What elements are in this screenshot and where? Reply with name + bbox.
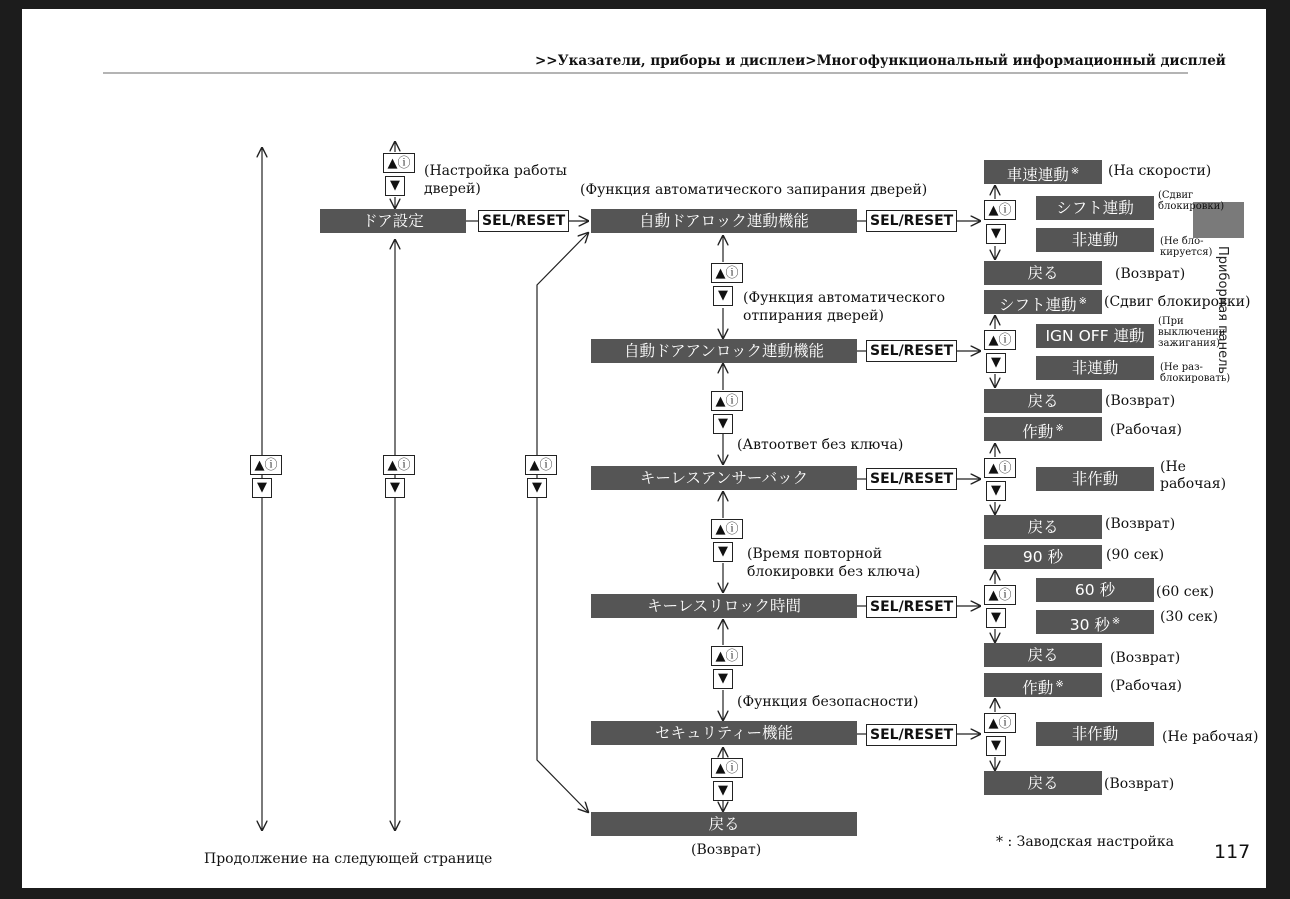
relock-box[interactable]: キーレスリロック時間	[591, 594, 857, 618]
down-button[interactable]: ▼	[713, 781, 733, 801]
up-info-button[interactable]: ▲ⓘ	[250, 455, 282, 475]
up-info-button[interactable]: ▲ⓘ	[383, 153, 415, 173]
autounlock-caption: (Функция автоматического отпирания дверей)	[743, 290, 946, 324]
up-info-button[interactable]: ▲ⓘ	[525, 455, 557, 475]
sel-reset-button[interactable]: SEL/RESET	[866, 724, 957, 746]
option-label: (Не раз- блокировать)	[1160, 362, 1231, 384]
up-info-button[interactable]: ▲ⓘ	[984, 458, 1016, 478]
sel-reset-button[interactable]: SEL/RESET	[866, 596, 957, 618]
option-ign-off[interactable]: IGN OFF 連動	[1036, 324, 1154, 348]
down-button[interactable]: ▼	[986, 353, 1006, 373]
option-label: (Не рабочая)	[1162, 729, 1259, 745]
option-label: (Рабочая)	[1110, 678, 1182, 694]
option-60-sec[interactable]: 60 秒	[1036, 578, 1154, 602]
option-shift[interactable]: シフト連動 ※	[984, 290, 1102, 314]
up-info-button[interactable]: ▲ⓘ	[984, 713, 1016, 733]
option-label: (Сдвиг блокировки)	[1158, 190, 1225, 212]
option-back[interactable]: 戻る	[984, 643, 1102, 667]
option-label: (Возврат)	[1105, 393, 1176, 409]
up-info-button[interactable]: ▲ⓘ	[984, 330, 1016, 350]
back-caption: (Возврат)	[691, 842, 762, 858]
option-back[interactable]: 戻る	[984, 389, 1102, 413]
option-label: (60 сек)	[1156, 584, 1215, 600]
down-button[interactable]: ▼	[713, 669, 733, 689]
option-back[interactable]: 戻る	[984, 515, 1102, 539]
side-tab-label: Приборная панель	[1215, 246, 1230, 375]
up-info-button[interactable]: ▲ⓘ	[711, 758, 743, 778]
up-info-button[interactable]: ▲ⓘ	[984, 200, 1016, 220]
option-active[interactable]: 作動 ※	[984, 673, 1102, 697]
option-label: (90 сек)	[1106, 547, 1165, 563]
up-info-button[interactable]: ▲ⓘ	[711, 263, 743, 283]
down-button[interactable]: ▼	[527, 478, 547, 498]
sel-reset-button[interactable]: SEL/RESET	[478, 210, 569, 232]
autolock-box[interactable]: 自動ドアロック連動機能	[591, 209, 857, 233]
relock-caption: (Время повторной блокировки без ключа)	[747, 546, 921, 580]
continuation-note: Продолжение на следующей странице	[204, 851, 493, 867]
breadcrumb: >>Указатели, приборы и дисплеи>Многофункциональный информационный дисплей	[535, 53, 1226, 69]
option-vehicle-speed[interactable]: 車速連動 ※	[984, 160, 1102, 184]
up-info-button[interactable]: ▲ⓘ	[711, 391, 743, 411]
down-button[interactable]: ▼	[986, 608, 1006, 628]
option-label: (Возврат)	[1105, 516, 1176, 532]
door-settings-box[interactable]: ドア設定	[320, 209, 466, 233]
answerback-caption: (Автоответ без ключа)	[737, 437, 904, 453]
down-button[interactable]: ▼	[713, 286, 733, 306]
option-label: (30 сек)	[1160, 609, 1219, 625]
option-label: (Рабочая)	[1110, 422, 1182, 438]
up-info-button[interactable]: ▲ⓘ	[711, 646, 743, 666]
security-caption: (Функция безопасности)	[737, 694, 919, 710]
option-label: (На скорости)	[1108, 163, 1212, 179]
option-label: (Возврат)	[1110, 650, 1181, 666]
autolock-caption: (Функция автоматического запирания дверей)	[580, 182, 928, 198]
answerback-box[interactable]: キーレスアンサーバック	[591, 466, 857, 490]
security-box[interactable]: セキュリティー機能	[591, 721, 857, 745]
option-inactive[interactable]: 非作動	[1036, 467, 1154, 491]
down-button[interactable]: ▼	[713, 414, 733, 434]
sel-reset-button[interactable]: SEL/RESET	[866, 468, 957, 490]
option-label: (Сдвиг блокировки)	[1104, 294, 1251, 310]
option-active[interactable]: 作動 ※	[984, 417, 1102, 441]
up-info-button[interactable]: ▲ⓘ	[984, 585, 1016, 605]
option-90-sec[interactable]: 90 秒	[984, 545, 1102, 569]
page-number: 117	[1214, 841, 1251, 863]
option-back[interactable]: 戻る	[984, 261, 1102, 285]
sel-reset-button[interactable]: SEL/RESET	[866, 210, 957, 232]
down-button[interactable]: ▼	[986, 224, 1006, 244]
option-not-linked[interactable]: 非連動	[1036, 228, 1154, 252]
down-button[interactable]: ▼	[385, 478, 405, 498]
down-button[interactable]: ▼	[986, 481, 1006, 501]
down-button[interactable]: ▼	[986, 736, 1006, 756]
option-shift[interactable]: シフト連動	[1036, 196, 1154, 220]
sel-reset-button[interactable]: SEL/RESET	[866, 340, 957, 362]
option-label: (Возврат)	[1115, 266, 1186, 282]
up-info-button[interactable]: ▲ⓘ	[383, 455, 415, 475]
option-label: (При выключении зажигания)	[1158, 316, 1226, 349]
option-inactive[interactable]: 非作動	[1036, 722, 1154, 746]
autounlock-box[interactable]: 自動ドアアンロック連動機能	[591, 339, 857, 363]
down-button[interactable]: ▼	[252, 478, 272, 498]
option-back[interactable]: 戻る	[984, 771, 1102, 795]
back-box[interactable]: 戻る	[591, 812, 857, 836]
option-30-sec[interactable]: 30 秒 ※	[1036, 610, 1154, 634]
option-label: (Не бло- кируется)	[1160, 236, 1213, 258]
down-button[interactable]: ▼	[713, 542, 733, 562]
up-info-button[interactable]: ▲ⓘ	[711, 519, 743, 539]
option-label: (Возврат)	[1104, 776, 1175, 792]
option-label: (Не рабочая)	[1160, 459, 1227, 492]
factory-setting-note: * : Заводская настройка	[996, 834, 1174, 850]
down-button[interactable]: ▼	[385, 176, 405, 196]
option-not-linked[interactable]: 非連動	[1036, 356, 1154, 380]
root-caption: (Настройка работы дверей)	[424, 163, 567, 197]
